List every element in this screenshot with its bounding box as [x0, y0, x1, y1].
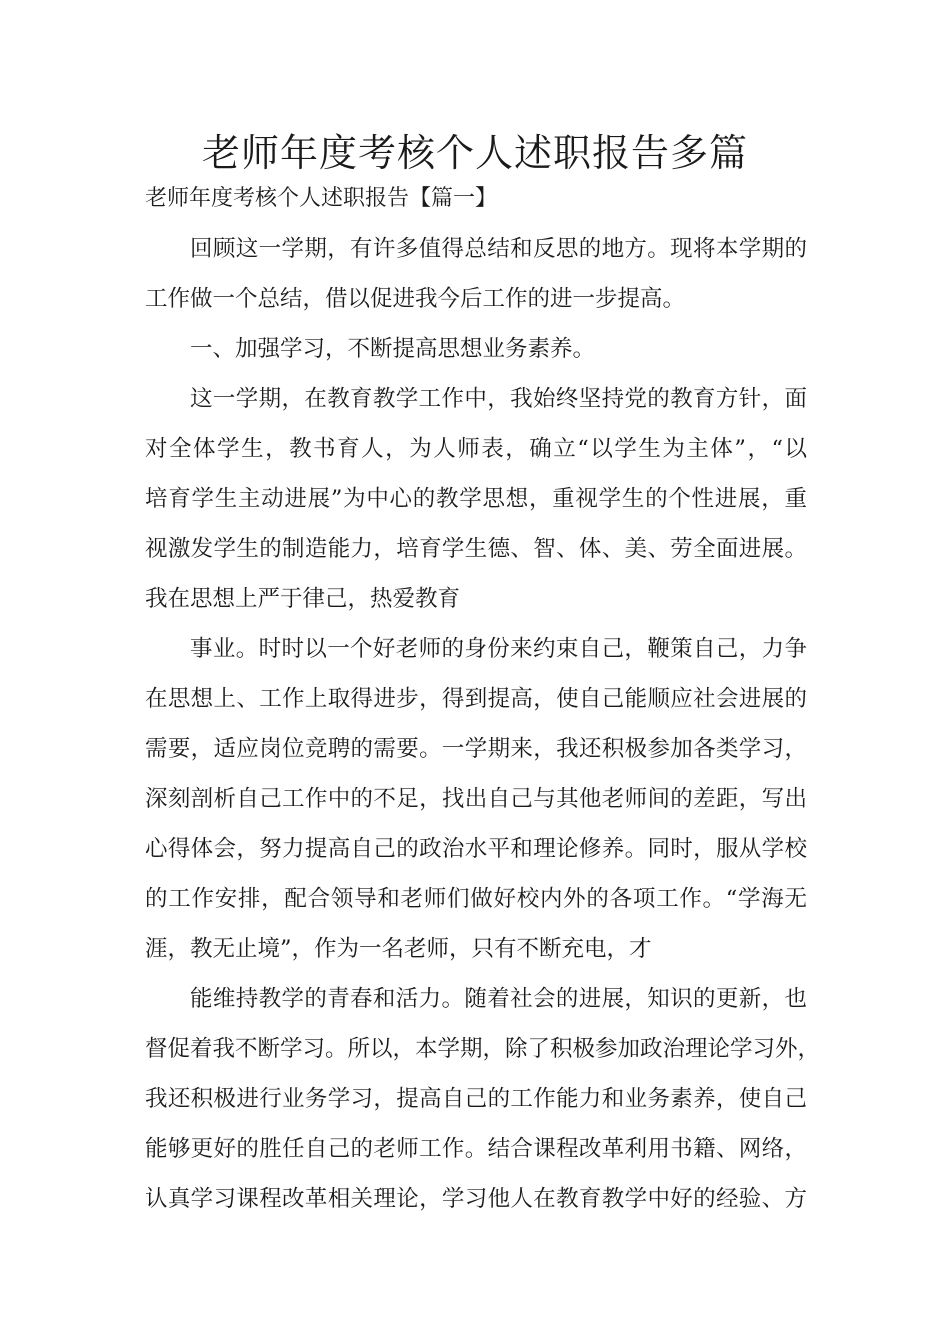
- section-heading: 一、加强学习，不断提高思想业务素养。: [190, 336, 596, 362]
- text-line: 对全体学生，教书育人，为人师表，确立“以学生为主体”，“以: [145, 436, 807, 462]
- text-line: 这一学期，在教育教学工作中，我始终坚持党的教育方针，面: [190, 386, 807, 412]
- text-line: 在思想上、工作上取得进步，得到提高，使自己能顺应社会进展的: [145, 686, 807, 712]
- text-line: 心得体会，努力提高自己的政治水平和理论修养。同时，服从学校: [145, 836, 807, 862]
- text-line: 视激发学生的制造能力，培育学生德、智、体、美、劳全面进展。: [145, 536, 807, 562]
- text-line: 督促着我不断学习。所以，本学期，除了积极参加政治理论学习外，: [145, 1036, 821, 1062]
- text-line: 的工作安排，配合领导和老师们做好校内外的各项工作。“学海无: [145, 886, 807, 912]
- text-line: 能维持教学的青春和活力。随着社会的进展，知识的更新，也: [190, 986, 807, 1012]
- text-line: 事业。时时以一个好老师的身份来约束自己，鞭策自己，力争: [190, 636, 807, 662]
- text-line: 认真学习课程改革相关理论，学习他人在教育教学中好的经验、方: [145, 1186, 807, 1212]
- text-line: 深刻剖析自己工作中的不足，找出自己与其他老师间的差距，写出: [145, 786, 807, 812]
- text-line: 工作做一个总结，借以促进我今后工作的进一步提高。: [145, 286, 686, 312]
- text-line: 能够更好的胜任自己的老师工作。结合课程改革利用书籍、网络，: [145, 1136, 807, 1162]
- text-line: 需要，适应岗位竞聘的需要。一学期来，我还积极参加各类学习，: [145, 736, 807, 762]
- text-line: 回顾这一学期，有许多值得总结和反思的地方。现将本学期的: [190, 236, 807, 262]
- text-line: 涯，教无止境”，作为一名老师，只有不断充电，才: [145, 936, 652, 962]
- section-heading: 老师年度考核个人述职报告【篇一】: [145, 186, 498, 211]
- text-line: 我还积极进行业务学习，提高自己的工作能力和业务素养，使自己: [145, 1086, 807, 1112]
- document-title: 老师年度考核个人述职报告多篇: [201, 131, 748, 175]
- text-line: 培育学生主动进展”为中心的教学思想，重视学生的个性进展，重: [145, 486, 807, 512]
- text-line: 我在思想上严于律己，热爱教育: [145, 586, 461, 612]
